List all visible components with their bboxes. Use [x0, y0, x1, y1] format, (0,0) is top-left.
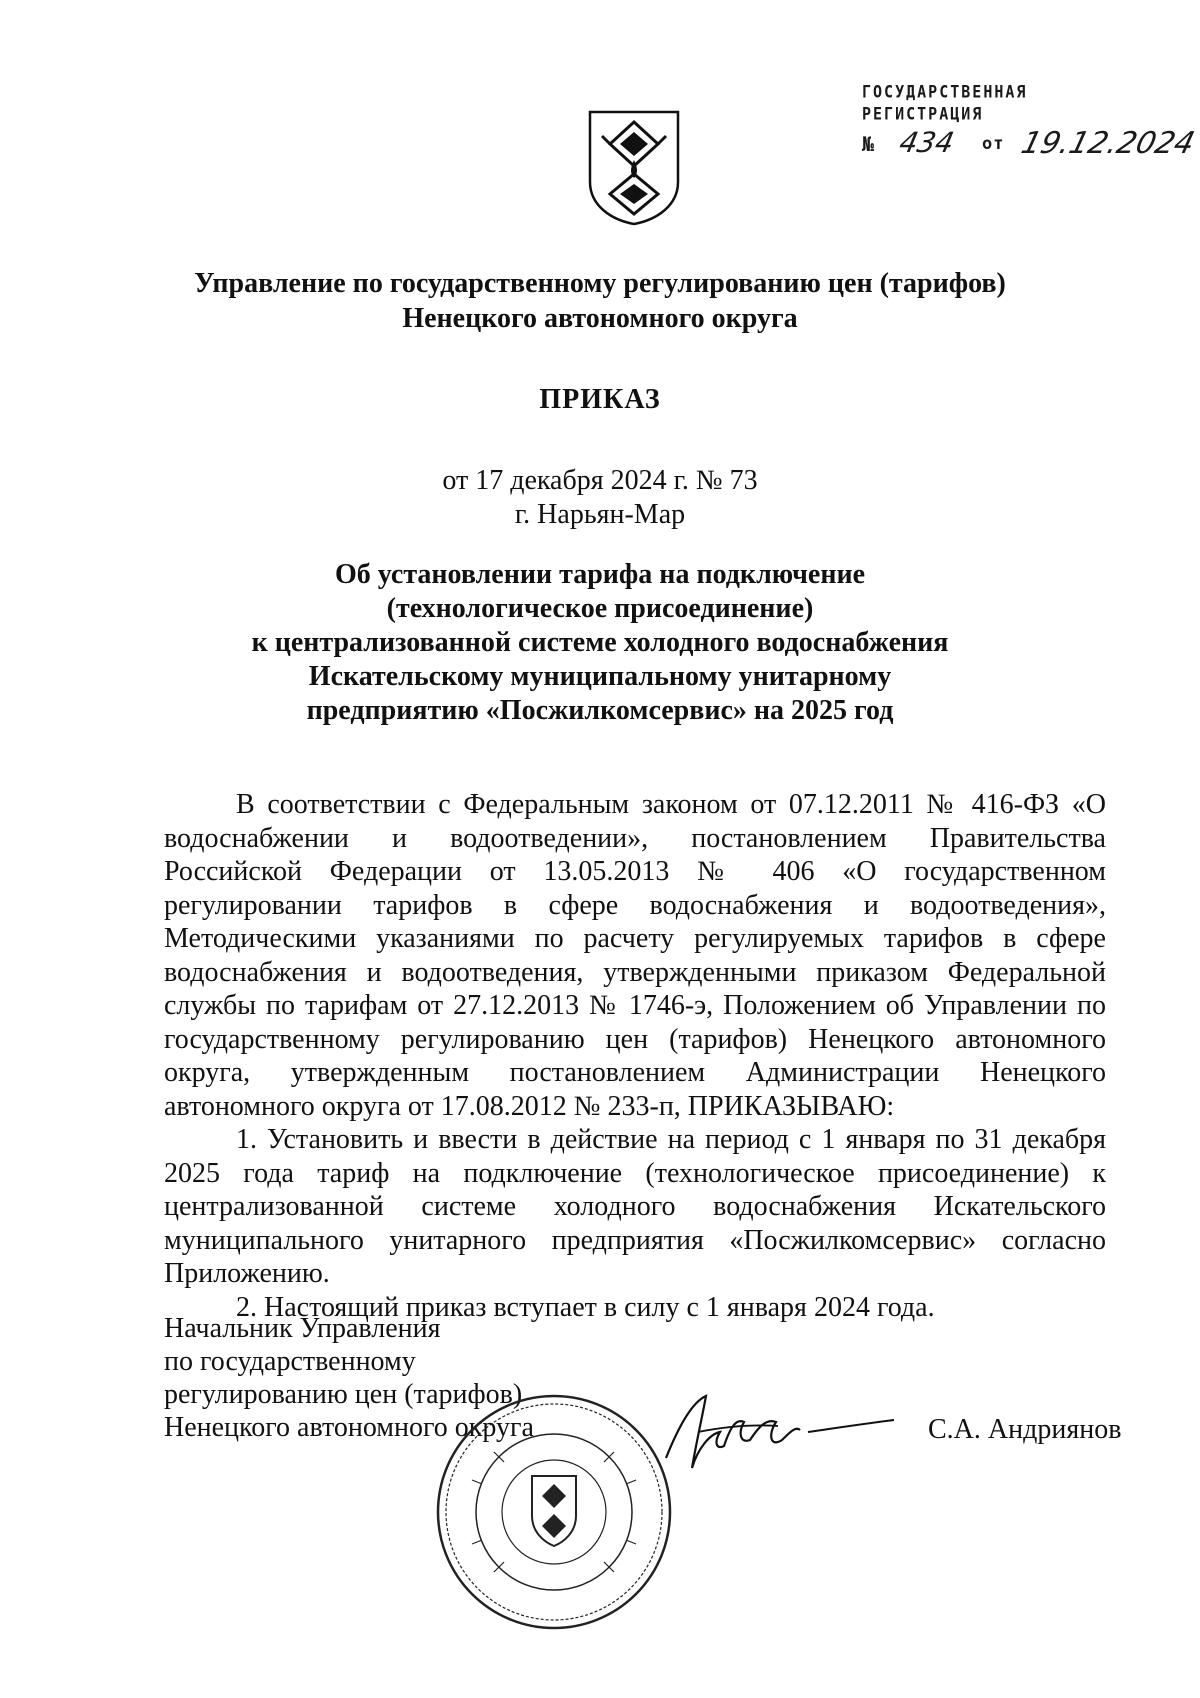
subject-line: предприятию «Посжилкомсервис» на 2025 год	[306, 695, 894, 726]
body-item-2: 2. Настоящий приказ вступает в силу с 1 января 2024 года.	[236, 1291, 935, 1323]
registration-number: 434	[896, 126, 957, 159]
organization-name	[0, 266, 1200, 336]
organization-line1: Управление по государственному регулированию цен (тарифов)	[194, 268, 1006, 299]
signatory-title-line: регулированию цен (тарифов)	[164, 1379, 523, 1410]
document-subject	[0, 558, 1200, 728]
subject-line: к централизованной системе холодного водоснабжения	[251, 627, 949, 658]
registration-number-row	[862, 126, 1199, 166]
registration-line2: РЕГИСТРАЦИЯ	[862, 104, 984, 124]
registration-date-label: от	[982, 134, 1005, 154]
document-type: ПРИКАЗ	[539, 384, 661, 415]
signatory-name: С.А. Андриянов	[928, 1414, 1122, 1445]
document-body	[164, 788, 1106, 1324]
registration-line1: ГОСУДАРСТВЕННАЯ	[862, 82, 1028, 102]
body-item-1: 1. Установить и ввести в действие на период с 1 января по 31 декабря 2025 года тариф на подключение (технологическое присоединение) к централизованной системе холодного водоснабжения Искательского муниципального унитарного предприятия «Посжилкомсервис» согласно Приложению.	[164, 1124, 1106, 1289]
subject-line: (технологическое присоединение)	[386, 593, 814, 624]
handwritten-signature-icon	[658, 1388, 898, 1478]
registration-stamp	[862, 80, 1199, 161]
subject-line: Об установлении тарифа на подключение	[334, 559, 866, 590]
document-date: от 17 декабря 2024 г. № 73	[442, 465, 758, 496]
registration-number-label: №	[862, 132, 875, 156]
signatory-title-line: Ненецкого автономного округа	[164, 1412, 534, 1443]
document-place: г. Нарьян-Мар	[514, 499, 686, 530]
registration-date: 19.12.2024	[1017, 126, 1199, 161]
signatory-title-line: Начальник Управления	[164, 1313, 441, 1344]
signatory-title	[164, 1312, 534, 1444]
document-date-place	[0, 464, 1200, 532]
body-preamble: В соответствии с Федеральным законом от 07.12.2011 № 416-ФЗ «О водоснабжении и водоотведении», постановлением Правительства Российской Федерации от 13.05.2013 № 406 «О государственном регулировании тарифов в сфере водоснабжения и водоотведения», Методическими указаниями по расчету регулируемых тарифов в сфере водоснабжения и водоотведения, утвержденными приказом Федеральной службы по тарифам от 27.12.2013 № 1746-э, Положением об Управлении по государственному регулированию цен (тарифов) Ненецкого автономного округа, утвержденным постановлением Администрации Ненецкого автономного округа от 17.08.2012 № 233-п, ПРИКАЗЫВАЮ:	[164, 789, 1106, 1122]
organization-line2: Ненецкого автономного округа	[402, 303, 798, 334]
signatory-title-line: по государственному	[164, 1346, 416, 1377]
subject-line: Искательскому муниципальному унитарному	[308, 661, 892, 692]
coat-of-arms-icon	[586, 108, 682, 226]
